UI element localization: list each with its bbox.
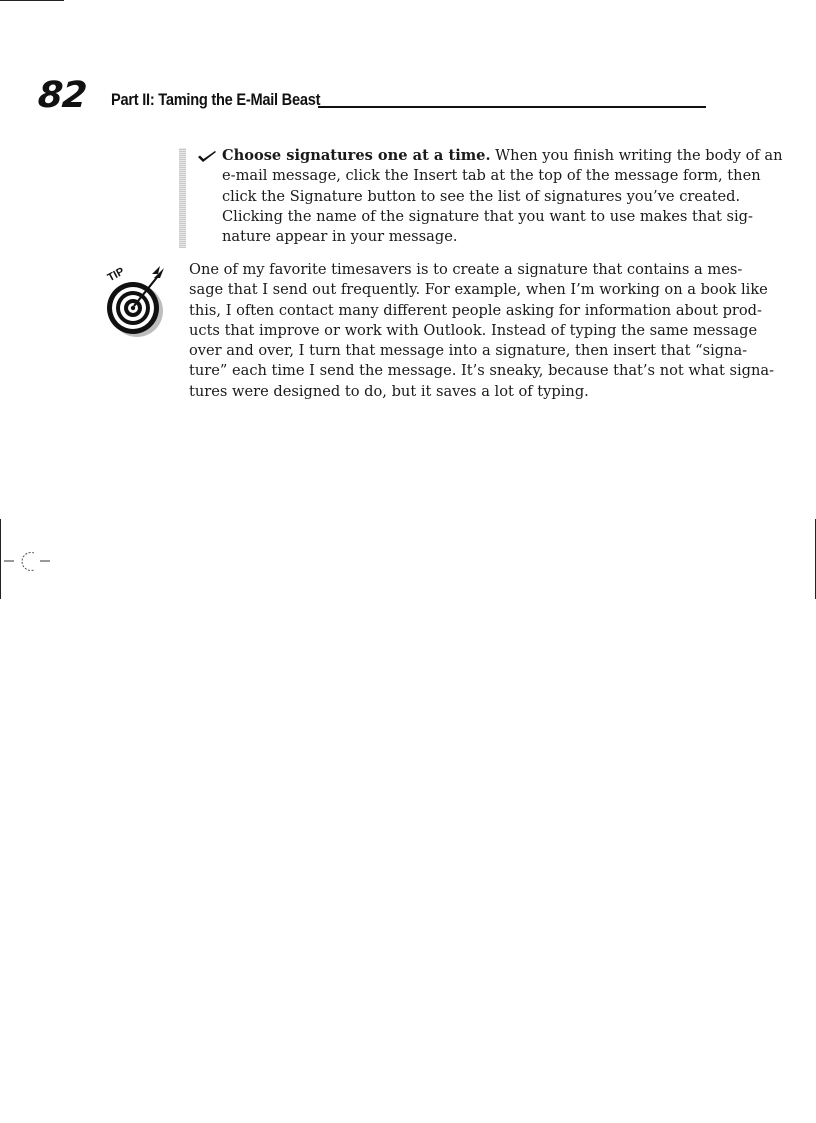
bullet-line-1-rest: When you finish writing the body of an [490,147,783,164]
running-head [111,88,706,110]
running-head-rule [318,106,706,108]
tip-line-2: sage that I send out frequently. For example, when I’m working on a book like [189,281,768,299]
tip-line-4: ucts that improve or work with Outlook. Instead of typing the same message [189,321,758,339]
tip-line-7: tures were designed to do, but it saves a lot of typing. [189,382,589,400]
bullet-line-2: e-mail message, click the Insert tab at the top of the message form, then [222,167,761,185]
bullet-list-item [186,146,783,247]
tip-label: TIP [105,265,127,285]
bullet-line-1 [222,146,783,166]
bullet-lead: Choose signatures one at a time. [222,147,491,164]
crop-mark-left [0,519,1,599]
bullet-text [222,146,783,247]
bullet-line-3: click the Signature button to see the list of signatures you’ve created. [222,187,741,205]
tip-line-3: this, I often contact many different people asking for information about prod- [189,301,762,319]
registration-mark-icon [4,547,68,577]
checkmark-bullet-icon [197,149,217,165]
tip-line-1: One of my favorite timesavers is to create a signature that contains a mes- [189,261,743,278]
bullet-line-4: Clicking the name of the signature that you want to use makes that sig- [222,207,753,225]
tip-paragraph [189,260,775,402]
running-head-title: Part II: Taming the E-Mail Beast [111,90,321,109]
tip-target-icon [102,262,166,348]
crop-mark-top [0,0,64,1]
bullet-line-5: nature appear in your message. [222,228,458,246]
tip-line-5: over and over, I turn that message into a signature, then insert that “signa- [189,342,748,360]
change-bar [179,148,186,248]
page-number: 82 [36,75,88,116]
tip-line-6: ture” each time I send the message. It’s sneaky, because that’s not what signa- [189,362,775,380]
